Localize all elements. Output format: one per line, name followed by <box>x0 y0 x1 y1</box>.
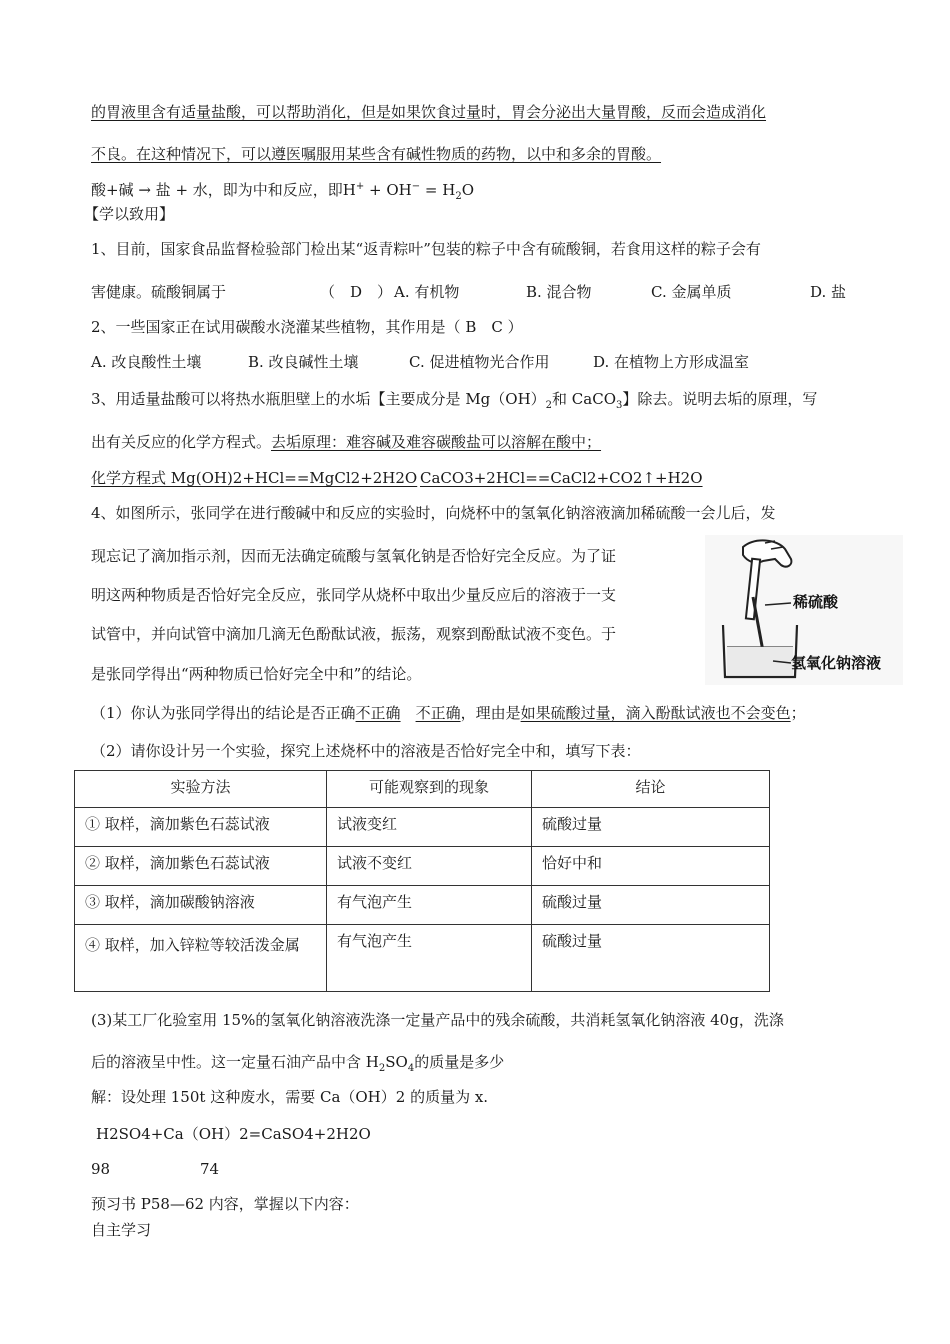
table-cell: 试液变红 <box>327 808 532 847</box>
neutralization-formula <box>91 180 474 200</box>
q4-sub1-end: ； <box>790 704 806 722</box>
section-title: 【学以致用】 <box>84 205 175 223</box>
header-method: 实验方法 <box>75 771 327 808</box>
q4-line-5: 是张同学得出“两种物质已恰好完全中和”的结论。 <box>91 665 422 683</box>
q2-stem: 2、一些国家正在试用碳酸水浇灌某些植物，其作用是（ B C ） <box>91 318 523 336</box>
experiment-table <box>74 770 770 992</box>
q4-sub-2: （2）请你设计另一个实验，探究上述烧杯中的溶液是否恰好完全中和，填写下表： <box>91 742 641 760</box>
q3-line-2a: 出有关反应的化学方程式。 <box>91 433 272 451</box>
formula-plus-sup: + <box>355 181 365 192</box>
header-conclusion: 结论 <box>532 771 770 808</box>
beaker-dropper-illustration <box>705 535 903 685</box>
q4-sub1-answer-1: 不正确 <box>355 704 401 722</box>
q3-sub-3: 3 <box>616 400 623 411</box>
q4-line-4: 试管中，并向试管中滴加几滴无色酚酞试液，振荡，观察到酚酞试液不变色。于 <box>91 625 617 643</box>
table-cell: ② 取样，滴加紫色石蕊试液 <box>75 847 327 886</box>
q4-3-line-1: (3)某工厂化验室用 15%的氢氧化钠溶液洗涤一定量产品中的残余硫酸，共消耗氢氧化钠溶液 40g，洗涤 <box>91 1011 784 1029</box>
q1-line-1: 1、目前，国家食品监督检验部门检出某“返青粽叶”包装的粽子中含有硫酸铜，若食用这样的粽子会有 <box>91 240 761 258</box>
fig-label-acid: 稀硫酸 <box>793 593 839 611</box>
intro-line-2: 不良。在这种情况下，可以遵医嘱服用某些含有碱性物质的药物，以中和多余的胃酸。 <box>91 145 662 163</box>
self-study-heading: 自主学习 <box>91 1221 152 1239</box>
table-cell: 恰好中和 <box>532 847 770 886</box>
table-cell: 有气泡产生 <box>327 886 532 925</box>
intro-line-1: 的胃液里含有适量盐酸，可以帮助消化，但是如果饮食过量时，胃会分泌出大量胃酸，反而会造成消化 <box>91 103 767 121</box>
q4-line-3: 明这两种物质是否恰好完全反应，张同学从烧杯中取出少量反应后的溶液于一支 <box>91 586 617 604</box>
table-cell: 硫酸过量 <box>532 808 770 847</box>
formula-o: O <box>461 181 475 199</box>
formula-mid: + OH <box>364 181 412 199</box>
q3-line-1b: 和 CaCO <box>552 390 616 408</box>
molar-mass-caoh2: 74 <box>200 1160 220 1178</box>
table-header-row <box>75 771 770 808</box>
table-cell: 有气泡产生 <box>327 925 532 992</box>
q3-sub-2: 2 <box>545 400 553 411</box>
table-cell: 硫酸过量 <box>532 886 770 925</box>
q3-line-2 <box>91 432 601 452</box>
q1-option-d: D. 盐 <box>810 283 847 301</box>
q1-option-c: C. 金属单质 <box>651 283 732 301</box>
q4-3-line-2c: 的质量是多少 <box>414 1053 505 1071</box>
q4-sub1-reason: 如果硫酸过量，滴入酚酞试液也不会变色 <box>520 704 791 722</box>
q4-sub1-because: ，理由是 <box>460 704 521 722</box>
formula-end: = H <box>420 181 456 199</box>
header-observation: 可能观察到的现象 <box>327 771 532 808</box>
q4-sub1-answer-2: 不正确 <box>415 704 461 722</box>
q2-option-d: D. 在植物上方形成温室 <box>593 353 750 371</box>
table-row <box>75 886 770 925</box>
q1-answer: （ D ） <box>320 283 393 301</box>
q4-3-line-2 <box>91 1052 504 1072</box>
q4-3-line-2a: 后的溶液呈中性。这一定量石油产品中含 H <box>91 1053 379 1071</box>
table-row <box>75 925 770 992</box>
fig-label-naoh: 氢氧化钠溶液 <box>791 654 882 672</box>
molar-mass-h2so4: 98 <box>91 1160 111 1178</box>
q1-stem-end: 害健康。硫酸铜属于 <box>91 283 227 301</box>
q1-option-b: B. 混合物 <box>526 283 592 301</box>
q4-3-sub-2: 2 <box>378 1063 386 1074</box>
experiment-figure <box>705 535 903 685</box>
q4-line-1: 4、如图所示，张同学在进行酸碱中和反应的实验时，向烧杯中的氢氧化钠溶液滴加稀硫酸一会儿后，发 <box>91 504 776 522</box>
table-row <box>75 847 770 886</box>
formula-prefix: 酸+碱 → 盐 + 水，即为中和反应，即H <box>91 181 356 199</box>
q3-line-1 <box>91 389 817 409</box>
q3-line-1a: 3、用适量盐酸可以将热水瓶胆壁上的水垢【主要成分是 Mg（OH） <box>91 390 546 408</box>
table-cell: ① 取样，滴加紫色石蕊试液 <box>75 808 327 847</box>
q2-option-c: C. 促进植物光合作用 <box>409 353 550 371</box>
solution-equation: H2SO4+Ca（OH）2=CaSO4+2H2O <box>96 1125 371 1143</box>
table-cell: ③ 取样，滴加碳酸钠溶液 <box>75 886 327 925</box>
q3-principle-answer: 去垢原理：难容碱及难容碳酸盐可以溶解在酸中； <box>271 433 602 451</box>
formula-sub: 2 <box>455 191 462 202</box>
q4-line-2: 现忘记了滴加指示剂，因而无法确定硫酸与氢氧化钠是否恰好完全反应。为了证 <box>91 547 617 565</box>
q2-option-a: A. 改良酸性土壤 <box>91 353 202 371</box>
q1-option-a: A. 有机物 <box>394 283 460 301</box>
table-cell: 硫酸过量 <box>532 925 770 992</box>
table-row <box>75 808 770 847</box>
q4-3-line-2b: SO <box>385 1053 408 1071</box>
table-cell: 试液不变红 <box>327 847 532 886</box>
q4-3-sub-4: 4 <box>407 1063 415 1074</box>
table-cell: ④ 取样，加入锌粒等较活泼金属 <box>75 925 327 992</box>
q1-line-2 <box>91 282 226 302</box>
q2-option-b: B. 改良碱性土壤 <box>248 353 359 371</box>
q4-sub1-stem: （1）你认为张同学得出的结论是否正确 <box>91 704 356 722</box>
solution-line: 解：设处理 150t 这种废水，需要 Ca（OH）2 的质量为 x. <box>91 1088 489 1106</box>
q3-line-1c: 】除去。说明去垢的原理，写 <box>622 390 818 408</box>
q3-equation-2: CaCO3+2HCl==CaCl2+CO2↑+H2O <box>420 469 703 487</box>
preview-instruction: 预习书 P58—62 内容，掌握以下内容： <box>91 1195 359 1213</box>
formula-minus-sup: − <box>411 181 421 192</box>
q4-sub-1 <box>91 703 806 723</box>
q3-equation-1: 化学方程式 Mg(OH)2+HCl==MgCl2+2H2O <box>91 469 418 487</box>
